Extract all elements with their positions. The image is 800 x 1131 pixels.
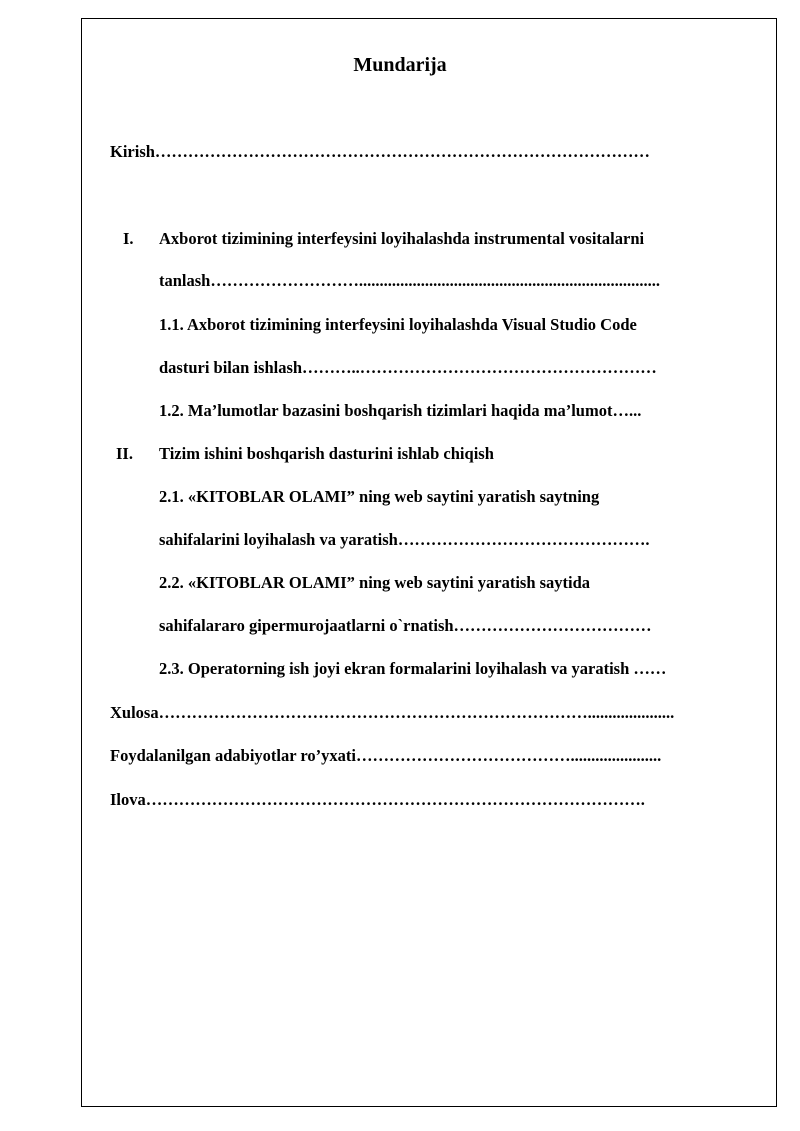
toc-entry-ilova: Ilova………………………………………………………………………………. <box>110 790 645 809</box>
toc-entry-1-1-line2: dasturi bilan ishlash………..……………………………………………… <box>159 358 657 377</box>
toc-entry-section-2: Tizim ishini boshqarish dasturini ishlab chiqish <box>159 444 494 463</box>
toc-entry-2-1-line2: sahifalarini loyihalash va yaratish………………………………………. <box>159 530 650 549</box>
toc-entry-2-2-line1: 2.2. «KITOBLAR OLAMI” ning web saytini yaratish saytida <box>159 573 591 592</box>
toc-entry-2-3: 2.3. Operatorning ish joyi ekran formalarini loyihalash va yaratish …… <box>159 659 667 678</box>
toc-entry-section-1-line2: tanlash………………………......................................................................... <box>159 271 660 290</box>
toc-section-number-2: II. <box>116 444 133 463</box>
toc-entry-1-1-line1: 1.1. Axborot tizimining interfeysini loyihalashda Visual Studio Code <box>159 315 637 334</box>
page-border <box>81 18 777 1107</box>
toc-entry-xulosa: Xulosa……………………………………………………………………..................... <box>110 703 675 722</box>
toc-entry-foydalanilgan: Foydalanilgan adabiyotlar ro’yxati…………………………………...................... <box>110 746 662 765</box>
toc-section-number-1: I. <box>123 229 134 248</box>
toc-entry-section-1-line1: Axborot tizimining interfeysini loyihalashda instrumental vositalarni <box>159 229 645 248</box>
toc-entry-2-2-line2: sahifalararo gipermurojaatlarni o`rnatish……………………………… <box>159 616 652 635</box>
toc-entry-2-1-line1: 2.1. «KITOBLAR OLAMI” ning web saytini yaratish saytning <box>159 487 600 506</box>
toc-entry-kirish: Kirish……………………………………………………………………………… <box>110 142 650 161</box>
toc-entry-1-2: 1.2. Ma’lumotlar bazasini boshqarish tizimlari haqida ma’lumot…... <box>159 401 642 420</box>
page-title: Mundarija <box>353 54 447 76</box>
